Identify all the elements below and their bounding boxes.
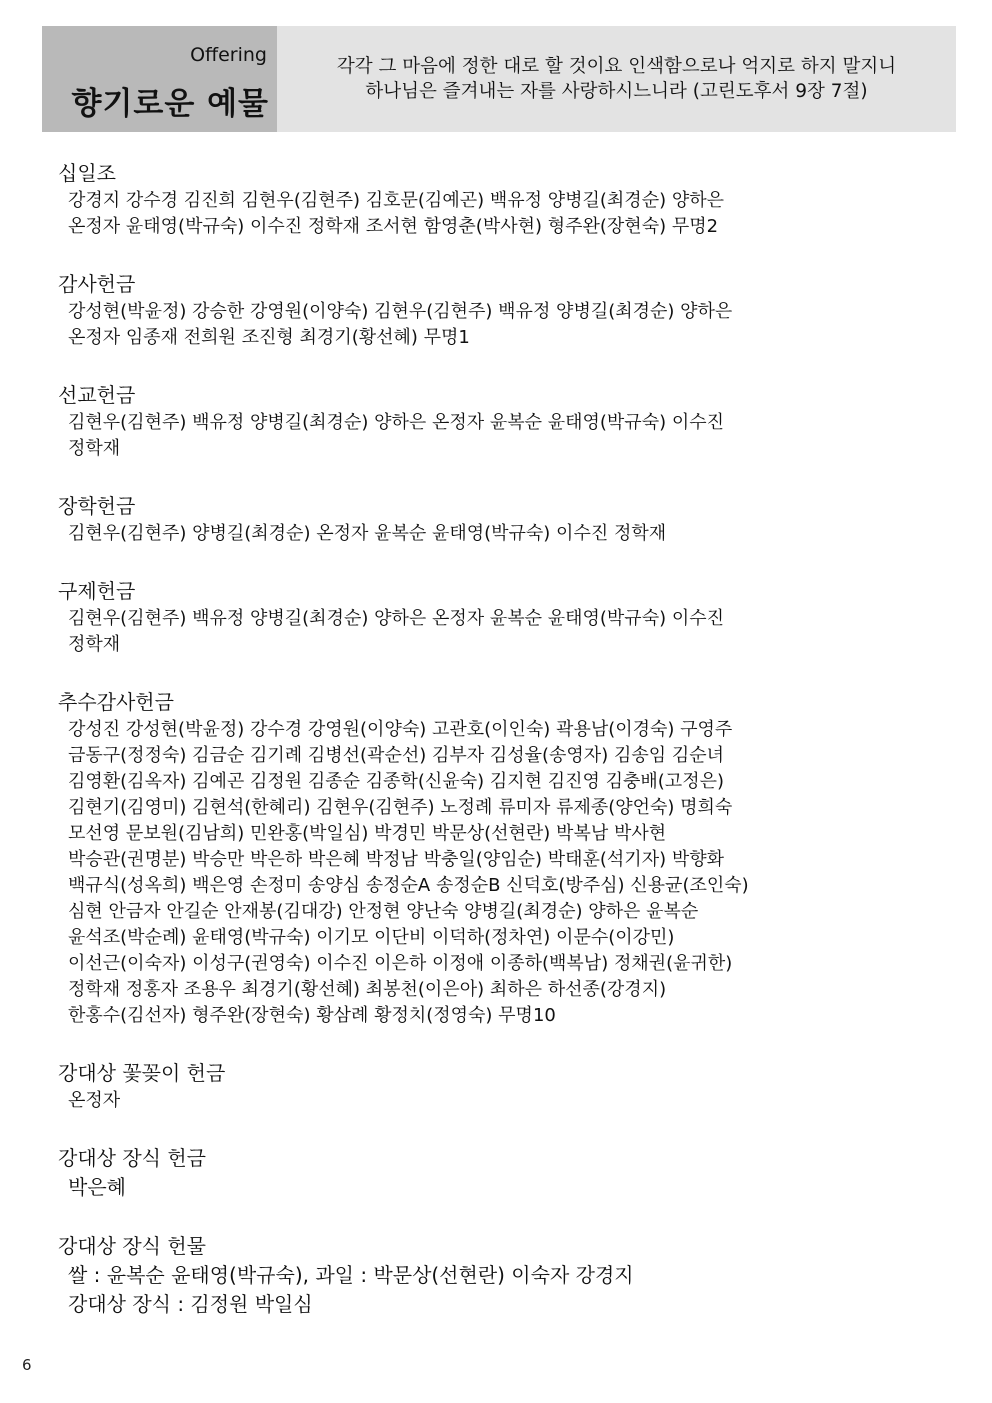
page-header: [42, 26, 956, 132]
donor-names-line: 이선근(이숙자) 이성구(권영숙) 이수진 이은하 이정애 이종하(백복남) 정채권(윤귀한): [68, 953, 733, 974]
donor-names-line: 정학재: [68, 438, 121, 459]
donor-names-line: 김현우(김현주) 양병길(최경순) 온정자 윤복순 윤태영(박규숙) 이수진 정학재: [68, 523, 667, 544]
donor-names-line: 한홍수(김선자) 형주완(장현숙) 황삼례 황정치(정영숙) 무명10: [68, 1005, 556, 1026]
donor-names-line: 정학재 정홍자 조용우 최경기(황선혜) 최봉천(이은아) 최하은 하선종(강경지): [68, 979, 667, 1000]
donor-names-line: 박승관(권명분) 박승만 박은하 박은혜 박정남 박충일(양임순) 박태훈(석기자) 박향화: [68, 849, 724, 870]
page-title: 향기로운 예물: [71, 86, 269, 122]
offering-section: [58, 687, 938, 1029]
donor-names-line: 윤석조(박순례) 윤태영(박규숙) 이기모 이단비 이덕하(정차연) 이문수(이강민): [68, 927, 675, 948]
section-title: 강대상 꽃꽂이 헌금: [58, 1061, 226, 1085]
donor-names-line: 김현우(김현주) 백유정 양병길(최경순) 양하은 온정자 윤복순 윤태영(박규숙) 이수진: [68, 608, 724, 629]
donor-names-line: 정학재: [68, 634, 121, 655]
donor-names-line: 온정자: [68, 1090, 121, 1111]
donor-names-line: 김영환(김옥자) 김예곤 김정원 김종순 김종학(신윤숙) 김지현 김진영 김충배(고정은): [68, 771, 724, 792]
section-title: 장학헌금: [58, 494, 136, 518]
offering-section: [58, 491, 938, 547]
section-title: 선교헌금: [58, 383, 136, 407]
donor-names-line: 백규식(성옥희) 백은영 손정미 송양심 송정순A 송정순B 신덕호(방주심) 신용균(조인숙): [68, 875, 749, 896]
offering-section: [58, 576, 938, 658]
donor-names-line: 김현우(김현주) 백유정 양병길(최경순) 양하은 온정자 윤복순 윤태영(박규숙) 이수진: [68, 412, 724, 433]
offering-section: [58, 269, 938, 351]
offering-section: [58, 1143, 938, 1202]
donor-names-line: 쌀 : 윤복순 윤태영(박규숙), 과일 : 박문상(선현란) 이숙자 강경지: [68, 1263, 634, 1287]
donor-names-line: 강성현(박윤정) 강승한 강영원(이양숙) 김현우(김현주) 백유정 양병길(최경순) 양하은: [68, 301, 733, 322]
donor-names-line: 모선영 문보원(김남희) 민완홍(박일심) 박경민 박문상(선현란) 박복남 박사현: [68, 823, 667, 844]
offering-section: [58, 158, 938, 240]
donor-names-line: 강성진 강성현(박윤정) 강수경 강영원(이양숙) 고관호(이인숙) 곽용남(이경숙) 구영주: [68, 719, 733, 740]
section-title: 강대상 장식 헌물: [58, 1234, 206, 1258]
donor-names-line: 김현기(김영미) 김현석(한혜리) 김현우(김현주) 노정례 류미자 류제종(양언숙) 명희숙: [68, 797, 733, 818]
section-title: 추수감사헌금: [58, 690, 174, 714]
header-subtitle: Offering: [190, 44, 267, 66]
section-title: 강대상 장식 헌금: [58, 1146, 206, 1170]
offering-section: [58, 1231, 938, 1319]
section-title: 감사헌금: [58, 272, 136, 296]
offering-list: [58, 158, 938, 1348]
donor-names-line: 온정자 윤태영(박규숙) 이수진 정학재 조서현 함영춘(박사현) 형주완(장현숙) 무명2: [68, 216, 719, 237]
header-title-box: [42, 26, 277, 132]
verse-line: 하나님은 즐겨내는 자를 사랑하시느니라 (고린도후서 9장 7절): [365, 81, 868, 102]
verse-line: 각각 그 마음에 정한 대로 할 것이요 인색함으로나 억지로 하지 말지니: [336, 56, 897, 77]
offering-section: [58, 380, 938, 462]
section-title: 십일조: [58, 161, 116, 185]
offering-section: [58, 1058, 938, 1114]
donor-names-line: 강대상 장식 : 김정원 박일심: [68, 1292, 313, 1316]
donor-names-line: 온정자 임종재 전희원 조진형 최경기(황선혜) 무명1: [68, 327, 470, 348]
donor-names-line: 심현 안금자 안길순 안재봉(김대강) 안정현 양난숙 양병길(최경순) 양하은 윤복순: [68, 901, 699, 922]
donor-names-line: 박은혜: [68, 1175, 126, 1199]
donor-names-line: 강경지 강수경 김진희 김현우(김현주) 김호문(김예곤) 백유정 양병길(최경순) 양하은: [68, 190, 724, 211]
page-number: 6: [22, 1356, 32, 1374]
donor-names-line: 금동구(정정숙) 김금순 김기례 김병선(곽순선) 김부자 김성율(송영자) 김송임 김순녀: [68, 745, 724, 766]
bible-verse: [277, 54, 956, 104]
section-title: 구제헌금: [58, 579, 136, 603]
